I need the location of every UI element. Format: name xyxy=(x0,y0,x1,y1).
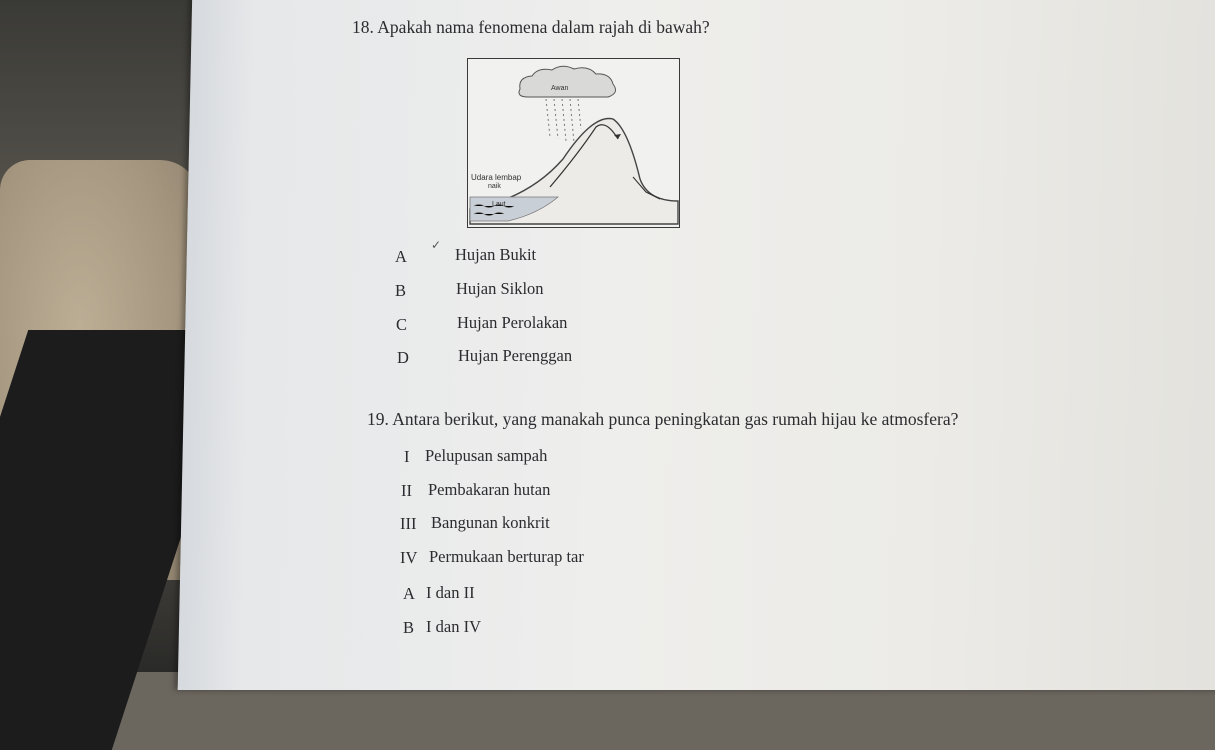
q19-statement-4: Permukaan berturap tar xyxy=(429,547,584,566)
q18-option-c[interactable]: Hujan Perolakan xyxy=(457,313,568,332)
sea-label: Laut xyxy=(492,201,506,208)
rain-lines xyxy=(546,99,581,143)
paper-sheet xyxy=(178,0,1215,690)
q18-option-letter-d: D xyxy=(397,348,409,367)
q19-option-letter-b: B xyxy=(403,618,415,637)
q19-statement-3: Bangunan konkrit xyxy=(431,513,550,532)
q19-statement-numeral-2: II xyxy=(401,481,412,500)
q19-option-letter-a: A xyxy=(403,584,415,603)
cloud-label: Awan xyxy=(551,85,569,92)
question-19-title: 19. Antara berikut, yang manakah punca peningkatan gas rumah hijau ke atmosfera? xyxy=(367,409,959,429)
q18-option-d[interactable]: Hujan Perenggan xyxy=(458,346,573,365)
q18-option-letter-b: B xyxy=(395,281,407,300)
q18-option-letter-c: C xyxy=(396,315,408,334)
pencil-tick-mark: ✓ xyxy=(431,238,442,252)
question-18-title: 18. Apakah nama fenomena dalam rajah di bawah? xyxy=(352,17,710,37)
cloud-shape xyxy=(519,66,616,97)
rising-air-label: Udara lembap xyxy=(471,173,522,182)
q18-option-letter-a: A xyxy=(395,247,407,266)
q19-statement-1: Pelupusan sampah xyxy=(425,446,548,465)
q19-statement-numeral-3: III xyxy=(400,514,417,533)
q19-statement-numeral-4: IV xyxy=(400,548,418,567)
relief-rain-diagram xyxy=(467,58,680,228)
q19-option-b[interactable]: I dan IV xyxy=(426,617,481,636)
rising-air-label-2: naik xyxy=(488,183,501,190)
q19-statement-2: Pembakaran hutan xyxy=(428,480,551,499)
q19-statement-numeral-1: I xyxy=(404,447,410,466)
q19-option-a[interactable]: I dan II xyxy=(426,583,475,602)
q18-option-a[interactable]: Hujan Bukit xyxy=(455,245,537,264)
q18-option-b[interactable]: Hujan Siklon xyxy=(456,279,544,298)
